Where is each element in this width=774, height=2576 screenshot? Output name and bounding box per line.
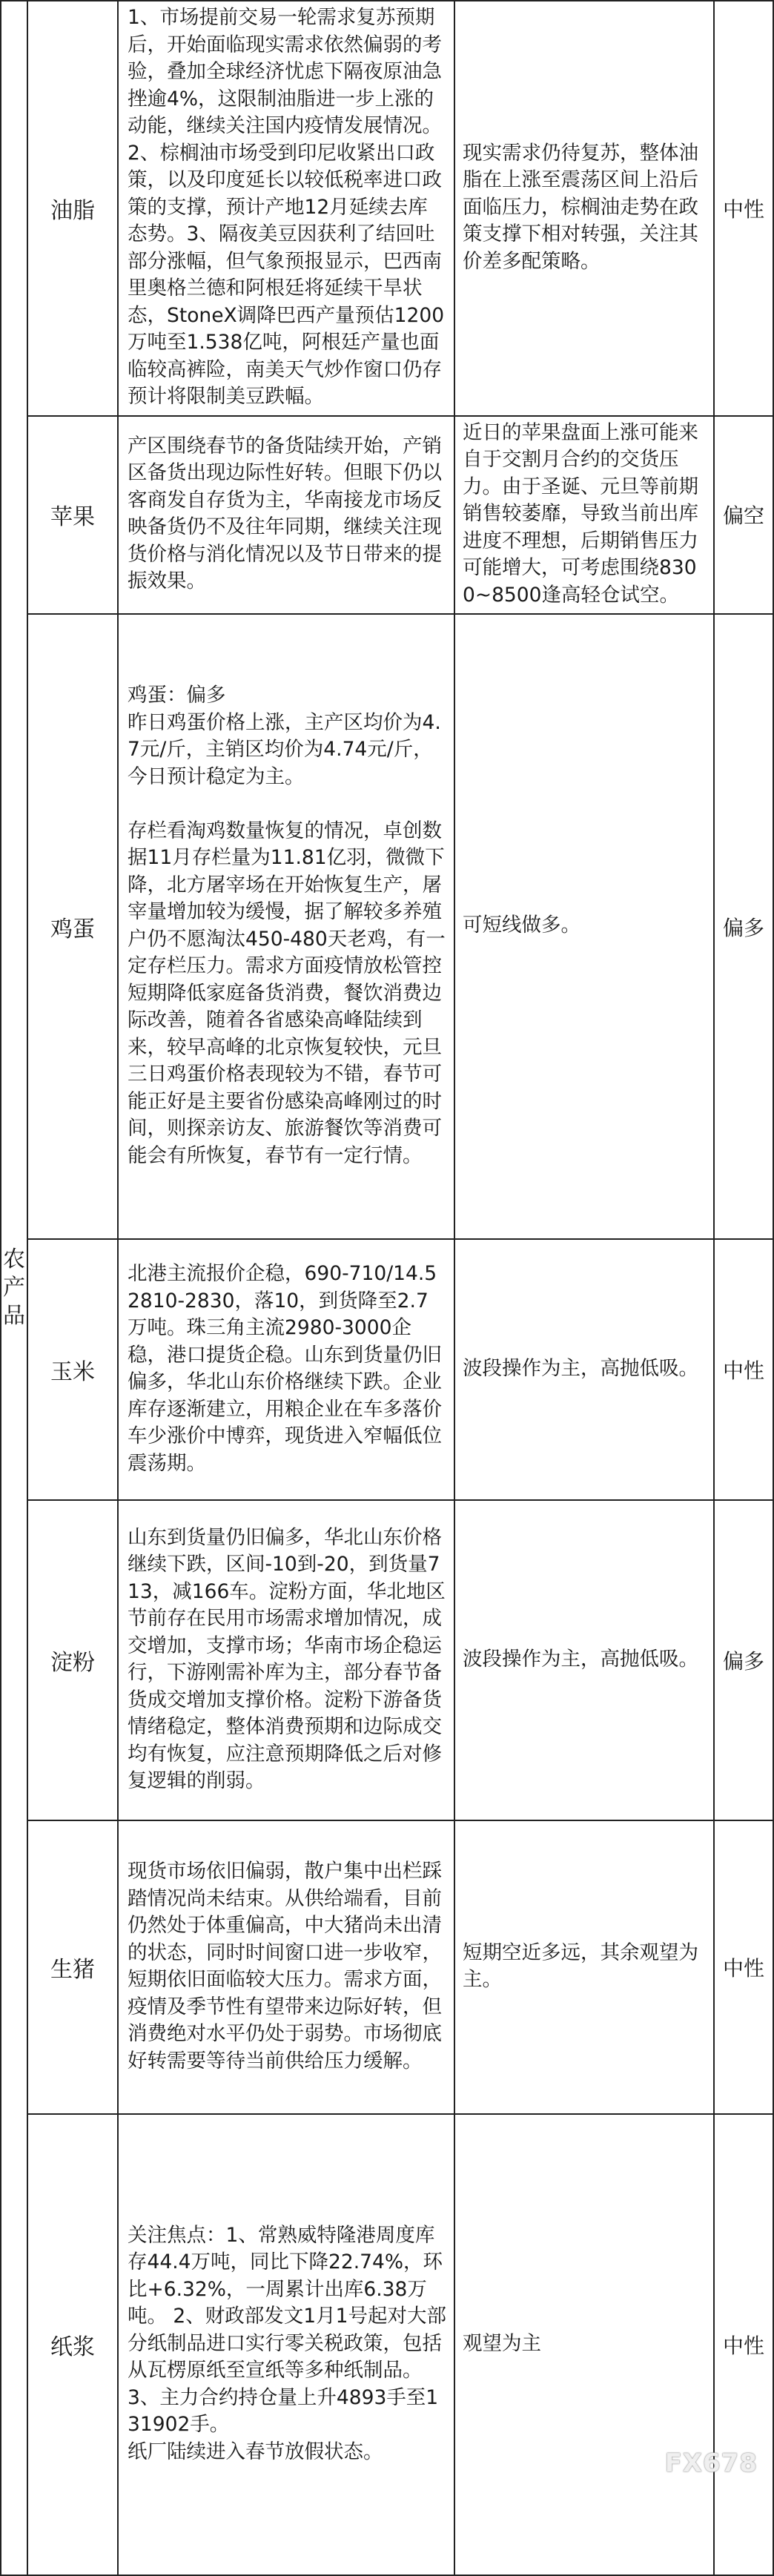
table-row	[1, 1500, 773, 1820]
view-text: 现实需求仍待复苏，整体油脂在上涨至震荡区间上沿后面临压力，棕榈油走势在政策支撑下相对转强，关注其价差多配策略。	[454, 1, 714, 416]
rating-text: 偏多	[714, 614, 773, 1239]
table-row	[1, 1239, 773, 1500]
commodity-name: 淀粉	[27, 1500, 118, 1820]
commodity-name: 生猪	[27, 1820, 118, 2114]
fundamentals-text: 关注焦点：1、常熟威特隆港周度库存44.4万吨，同比下降22.74%，环比+6.32%，一周累计出库6.38万吨。 2、财政部发文1月1号起对大部分纸制品进口实行零关税政策，包括从瓦楞原纸至宣纸等多种纸制品。 3、主力合约持仓量上升4893手至131902手。 纸厂陆续进入春节放假状态。	[118, 2114, 454, 2575]
view-text: 观望为主	[454, 2114, 714, 2575]
fundamentals-text: 山东到货量仍旧偏多，华北山东价格继续下跌，区间-10到-20，到货量713，减166车。淀粉方面，华北地区节前存在民用市场需求增加情况，成交增加，支撑市场；华南市场企稳运行，下游刚需补库为主，部分春节备货成交增加支撑价格。淀粉下游备货情绪稳定，整体消费预期和边际成交均有恢复，应注意预期降低之后对修复逻辑的削弱。	[118, 1500, 454, 1820]
rating-text: 中性	[714, 2114, 773, 2575]
view-text: 短期空近多远，其余观望为主。	[454, 1820, 714, 2114]
rating-text: 中性	[714, 1, 773, 416]
table-row	[1, 614, 773, 1239]
commodity-name: 鸡蛋	[27, 614, 118, 1239]
fundamentals-text: 北港主流报价企稳，690-710/14.5 2810-2830，落10，到货降至2.7万吨。珠三角主流2980-3000企稳，港口提货企稳。山东到货量仍旧偏多，华北山东价格继续下跌。企业库存逐渐建立，用粮企业在车多落价车少涨价中博弈，现货进入窄幅低位震荡期。	[118, 1239, 454, 1500]
table-row	[1, 416, 773, 615]
rating-text: 偏空	[714, 416, 773, 615]
rating-text: 偏多	[714, 1500, 773, 1820]
view-text: 可短线做多。	[454, 614, 714, 1239]
view-text: 波段操作为主，高抛低吸。	[454, 1500, 714, 1820]
category-cell	[1, 1, 27, 2575]
commodity-name: 玉米	[27, 1239, 118, 1500]
commodity-name: 纸浆	[27, 2114, 118, 2575]
table-row	[1, 1, 773, 416]
view-text: 波段操作为主，高抛低吸。	[454, 1239, 714, 1500]
table-row	[1, 1820, 773, 2114]
commodity-name: 苹果	[27, 416, 118, 615]
rating-text: 中性	[714, 1820, 773, 2114]
watermark-logo: FX678	[664, 2448, 758, 2478]
table-row	[1, 2114, 773, 2575]
fundamentals-text: 鸡蛋：偏多 昨日鸡蛋价格上涨，主产区均价为4.7元/斤，主销区均价为4.74元/斤，今日预计稳定为主。 存栏看淘鸡数量恢复的情况，卓创数据11月存栏量为11.81亿羽，微微下降，北方屠宰场在开始恢复生产，屠宰量增加较为缓慢，据了解较多养殖户仍不愿淘汰450-480天老鸡，有一定存栏压力。需求方面疫情放松管控短期降低家庭备货消费，餐饮消费边际改善，随着各省感染高峰陆续到来，较早高峰的北京恢复较快，元旦三日鸡蛋价格表现较为不错，春节可能正好是主要省份感染高峰刚过的时间，则探亲访友、旅游餐饮等消费可能会有所恢复，春节有一定行情。	[118, 614, 454, 1239]
category-label: 农产品	[3, 1246, 25, 1329]
commodity-name: 油脂	[27, 1, 118, 416]
fundamentals-text: 1、市场提前交易一轮需求复苏预期后，开始面临现实需求依然偏弱的考验，叠加全球经济忧虑下隔夜原油急挫逾4%，这限制油脂进一步上涨的动能，继续关注国内疫情发展情况。2、棕榈油市场受到印尼收紧出口政策，以及印度延长以较低税率进口政策的支撑，预计产地12月延续去库态势。3、隔夜美豆因获利了结回吐部分涨幅，但气象预报显示，巴西南里奥格兰德和阿根廷将延续干旱状态，StoneX调降巴西产量预估1200万吨至1.538亿吨，阿根廷产量也面临较高裤险，南美天气炒作窗口仍存预计将限制美豆跌幅。	[118, 1, 454, 416]
rating-text: 中性	[714, 1239, 773, 1500]
fundamentals-text: 产区围绕春节的备货陆续开始，产销区备货出现边际性好转。但眼下仍以客商发自存货为主，华南接龙市场反映备货仍不及往年同期，继续关注现货价格与消化情况以及节日带来的提振效果。	[118, 416, 454, 615]
view-text: 近日的苹果盘面上涨可能来自于交割月合约的交货压力。由于圣诞、元旦等前期销售较萎靡，导致当前出库进度不理想，后期销售压力可能增大，可考虑围绕8300~8500逢高轻仓试空。	[454, 416, 714, 615]
fundamentals-text: 现货市场依旧偏弱，散户集中出栏踩踏情况尚未结束。从供给端看，目前仍然处于体重偏高，中大猪尚未出清的状态，同时时间窗口进一步收窄，短期依旧面临较大压力。需求方面，疫情及季节性有望带来边际好转，但消费绝对水平仍处于弱势。市场彻底好转需要等待当前供给压力缓解。	[118, 1820, 454, 2114]
